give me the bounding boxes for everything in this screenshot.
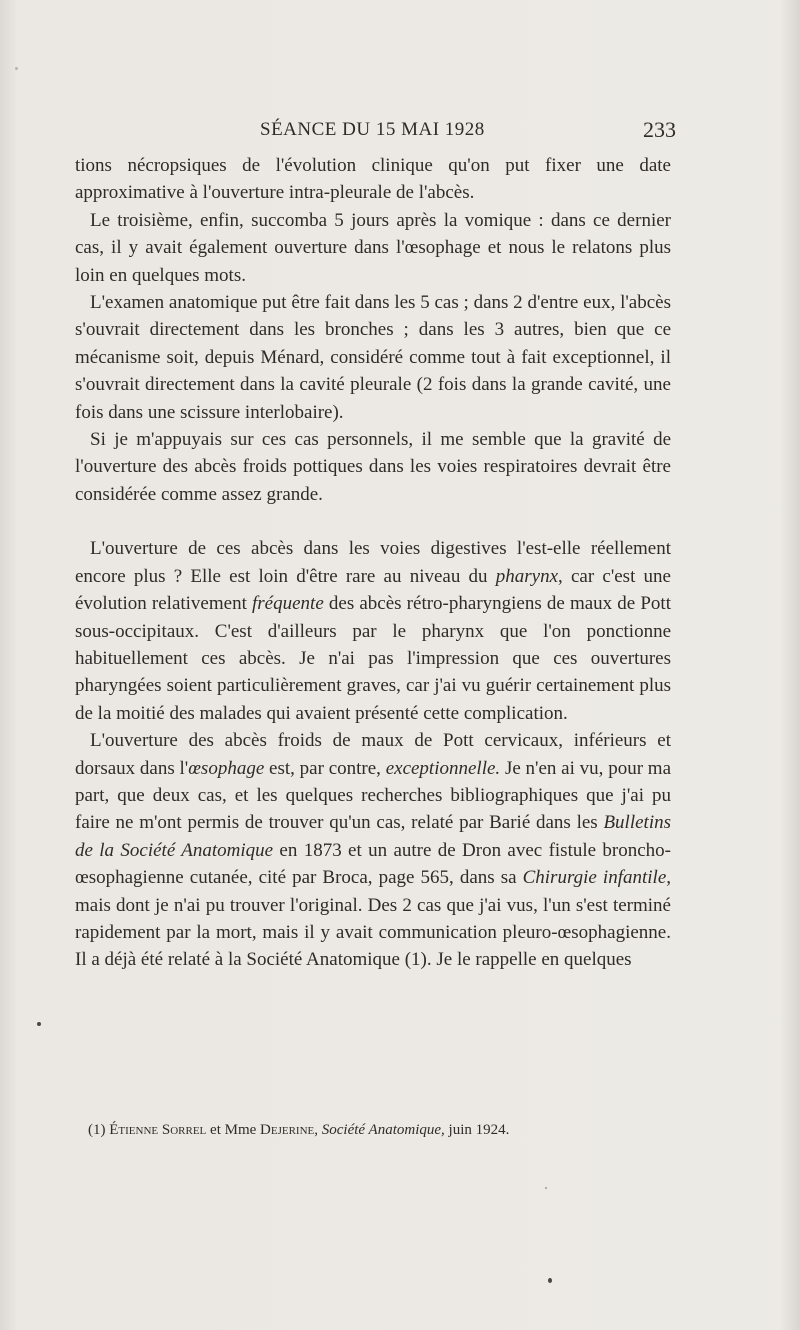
running-title: SÉANCE DU 15 MAI 1928 [260,119,485,140]
text-run: est, par contre, [264,757,386,779]
italic-term: fréquente [252,593,324,615]
italic-term: œsophage [188,757,265,779]
text-run: mais dont je n'ai pu trouver l'original. Des 2 cas que j'ai vus, l'un s'est terminé rapidement par la mort, mais il y avait communication pleuro-œsophagienne. Il a déjà été relaté à la Société Anatomique (1). Je le rappelle en quelques [75,894,671,971]
paragraph-1: tions nécropsiques de l'évolution clinique qu'on put fixer une date approximative à l'ouverture intra-pleurale de l'abcès. [75,155,671,204]
paper-speck [545,1187,547,1189]
footnote-marker: (1) [88,1122,106,1138]
paragraph-3: L'examen anatomique put être fait dans les 5 cas ; dans 2 d'entre eux, l'abcès s'ouvrait directement dans les bronches ; dans les 3 autres, bien que ce mécanisme soit, depuis Ménard, considéré comme tout à fait exceptionnel, il s'ouvrait directement dans la cavité pleurale (2 fois dans la grande cavité, une fois dans une scissure interlobaire). [75,292,671,423]
footnote-text: , [314,1122,322,1138]
text-run: en 1873 et un autre de Dron avec fistule broncho-œsophagienne cutanée, cité par Broca, page 565, dans sa [75,839,671,889]
footnote [88,1122,668,1139]
paragraph-5 [75,535,671,727]
main-text [75,152,671,974]
text-run: des abcès rétro-pharyngiens de maux de Pott sous-occipitaux. C'est d'ailleurs par le pharynx que l'on ponctionne habituellement ces abcès. Je n'ai pas l'impression que ces ouvertures pharyngées soient particulièrement graves, car j'ai vu guérir certainement plus de la moitié des malades qui avaient présenté cette complication. [75,593,671,724]
text-run: L'ouverture de ces abcès dans les voies digestives l'est-elle réellement encore plus ? Elle est loin d'être rare au niveau du [75,538,671,587]
footnote-text: et Mme [206,1122,261,1138]
paper-speck [37,1022,41,1026]
paragraph-4: Si je m'appuyais sur ces cas personnels, il me semble que la gravité de l'ouverture des abcès froids pottiques dans les voies respiratoires devrait être considérée comme assez grande. [75,429,671,505]
paragraph-6 [75,727,671,974]
italic-term: pharynx [495,565,559,587]
page-header [75,117,676,147]
paragraph-2: Le troisième, enfin, succomba 5 jours après la vomique : dans ce dernier cas, il y avait également ouverture dans l'œsophage et nous le relatons plus loin en quelques mots. [75,209,671,286]
footnote-author: Étienne Sorrel [109,1122,207,1138]
italic-citation: Bulletins de la Société Anatomique [75,812,671,861]
italic-citation: Chirurgie infantile, [522,867,671,889]
text-run: Je n'en ai vu, pour ma part, que deux cas, et les quelques recherches bibliographiques que j'ai pu faire ne m'ont permis de trouver qu'un cas, relaté par Barié dans les [75,757,672,834]
footnote-journal: Société Anatomique [321,1122,442,1138]
text-run: , car c'est une évolution relativement [75,565,671,615]
footnote-author: Dejerine [260,1122,315,1138]
text-run: L'ouverture des abcès froids de maux de Pott cervicaux, inférieurs et dorsaux dans l' [75,730,671,779]
footnote-date: , juin 1924. [441,1122,510,1138]
page-number: 233 [643,117,676,142]
paper-speck [548,1278,552,1283]
paper-speck [15,67,18,70]
italic-term: exceptionnelle. [385,757,501,779]
